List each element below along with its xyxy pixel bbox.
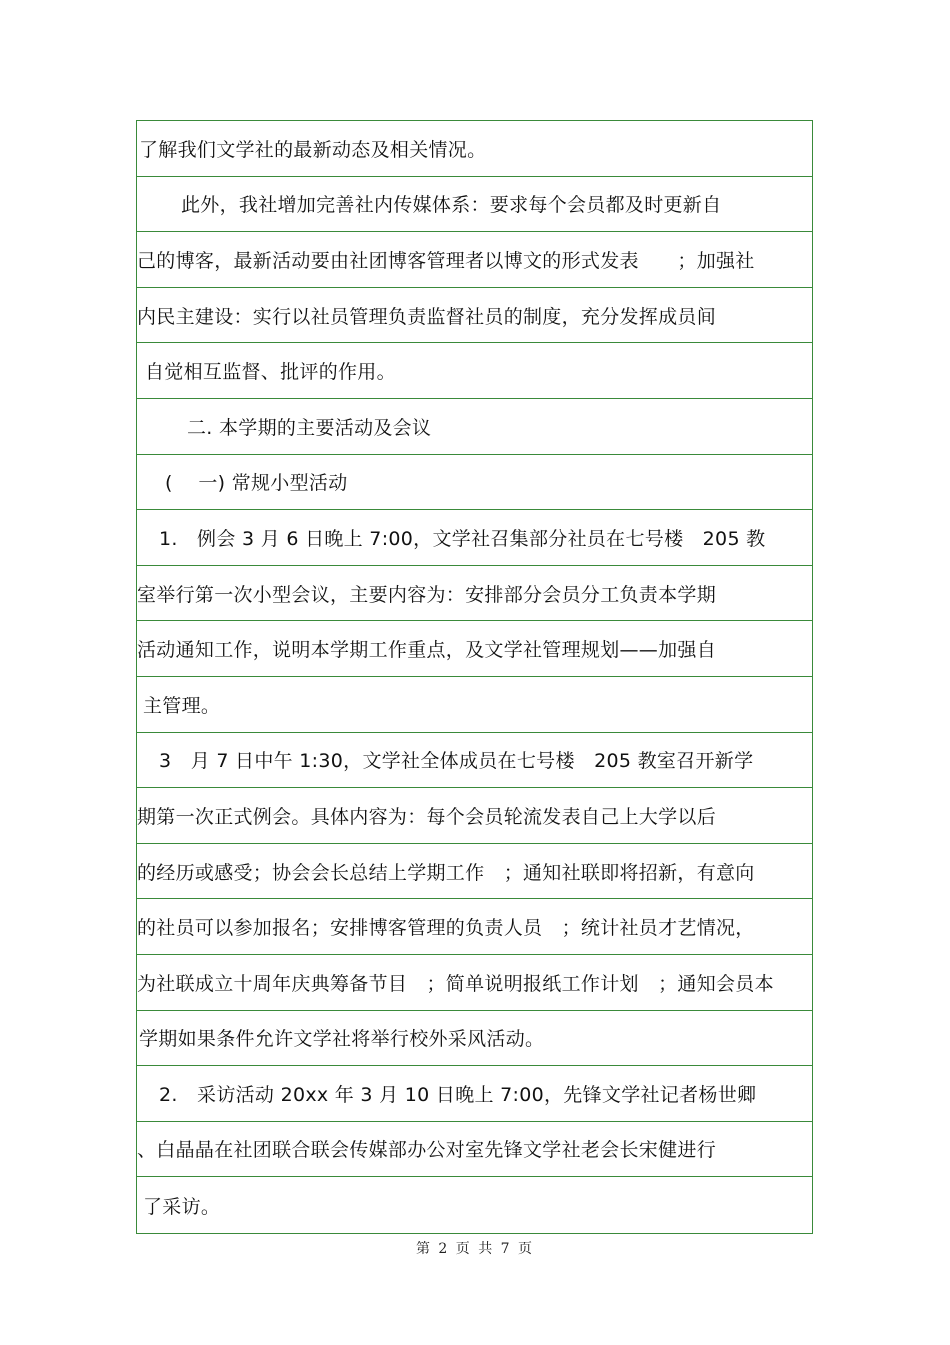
text-line [137,232,812,288]
text-line-content: 学期如果条件允许文学社将举行校外采风活动。 [139,1028,545,1051]
text-line [137,788,812,844]
text-line-content: 室举行第一次小型会议，主要内容为：安排部分会员分工负责本学期 [137,583,717,606]
text-line-content: 了采访。 [143,1195,221,1218]
text-line [137,1177,812,1233]
text-line [137,955,812,1011]
text-line [137,677,812,733]
text-line-content: 活动通知工作，说明本学期工作重点，及文学社管理规划——加强自 [137,639,717,662]
text-line [137,1066,812,1122]
text-line-content: 2. 采访活动 20xx 年 3 月 10 日晚上 7:00，先锋文学社记者杨世卿 [159,1083,757,1106]
text-line [137,399,812,455]
text-line [137,177,812,233]
text-line-content: 1. 例会 3 月 6 日晚上 7:00，文学社召集部分社员在七号楼 205 教 [159,527,766,550]
text-line [137,343,812,399]
text-line [137,621,812,677]
text-line-content: 此外，我社增加完善社内传媒体系：要求每个会员都及时更新自 [181,194,722,217]
text-line [137,899,812,955]
text-line-content: ( 一) 常规小型活动 [165,472,348,495]
text-line-content: 了解我们文学社的最新动态及相关情况。 [139,138,487,161]
text-line-content: 二. 本学期的主要活动及会议 [187,416,432,439]
text-line-content: 自觉相互监督、批评的作用。 [145,361,396,384]
text-line [137,733,812,789]
text-line [137,1011,812,1067]
text-line [137,121,812,177]
text-line [137,510,812,566]
text-line-content: 的经历或感受；协会会长总结上学期工作 ；通知社联即将招新，有意向 [137,861,755,884]
document-body [136,120,813,1234]
text-line-content: 内民主建设：实行以社员管理负责监督社员的制度，充分发挥成员间 [137,305,717,328]
text-line [137,1122,812,1178]
text-line-content: 期第一次正式例会。具体内容为：每个会员轮流发表自己上大学以后 [137,805,717,828]
page-footer: 第 2 页 共 7 页 [415,1241,535,1257]
text-line [137,566,812,622]
text-line-content: 的社员可以参加报名；安排博客管理的负责人员 ；统计社员才艺情况， [137,917,755,940]
text-line-content: 、白晶晶在社团联合联会传媒部办公对室先锋文学社老会长宋健进行 [137,1139,717,1162]
text-line [137,288,812,344]
text-line [137,455,812,511]
text-line-content: 为社联成立十周年庆典筹备节目 ；简单说明报纸工作计划 ；通知会员本 [137,972,774,995]
text-line [137,844,812,900]
text-line-content: 己的博客，最新活动要由社团博客管理者以博文的形式发表 ；加强社 [137,249,755,272]
text-line-content: 主管理。 [143,694,221,717]
text-line-content: 3 月 7 日中午 1:30，文学社全体成员在七号楼 205 教室召开新学 [159,750,754,773]
